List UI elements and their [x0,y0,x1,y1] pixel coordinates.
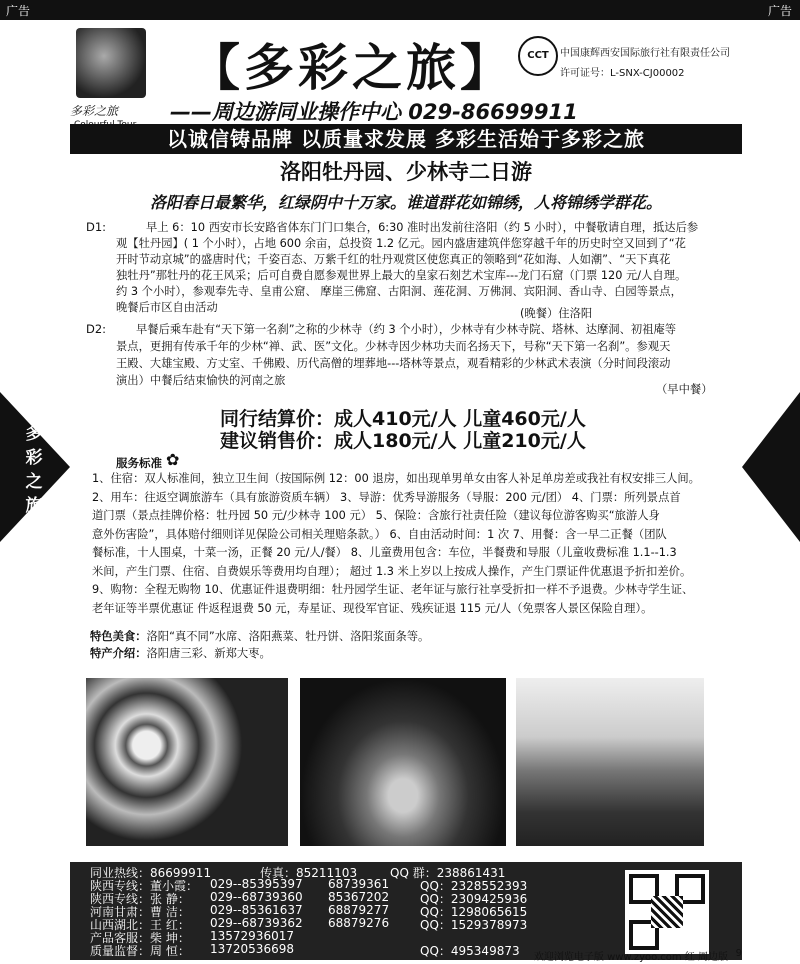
logo-image [76,28,146,98]
day2-line: 王殿、大雄宝殿、方丈室、千佛殿、历代高僧的埋葬地---塔林等景点，观看精彩的少林武术表演（分时间段滚动 [116,357,671,370]
route-subtitle: 洛阳春日最繁华，红绿阴中十万家。谁道群花如锦绣，人将锦绣学群花。 [149,193,662,212]
suggested-price: 建议销售价：成人180元/人 儿童210元/人 [220,430,586,452]
footer-text: 欢迎浏览电子版 www.zyoo.com 红 周边版 [533,952,728,963]
day2-label: D2: [86,322,107,336]
service-line: 餐标准，十人围桌，十菜一汤，正餐 20 元/人/餐） 8、儿童费用包含：车位，半餐费和导服（儿童收费标准 1.1--1.3 [92,546,677,559]
day1-line: 早上 6：10 西安市长安路省体东门门口集合，6:30 准时出发前往洛阳（约 5 小时），中餐敬请自理，抵达后参 [146,221,699,234]
service-list [92,470,732,618]
features [90,628,429,662]
contact-panel: 同业热线：86699911 传真：85211103 QQ 群：238861431 陕西专线：董小霞： 029--85395397 68739361 QQ：2328552393 陕西专线：张 静： 029--68739360 85367202 QQ：2309425936 河南甘肃：曹 洁： 029--85361637 68879277 QQ：1298065615 山西湖北：王 红： 029--68739362 68879276 QQ：1529378973 产品客服：柴 坤： 13572936017 质量监督：周 恒： 13720536698 QQ：495349873 [70,862,742,960]
day2-meals: （早中餐） [656,383,713,396]
footer [0,944,800,964]
top-bar [0,0,800,20]
slogan-banner: 以诚信铸品牌 以质量求发展 多彩生活始于多彩之旅 [70,124,742,154]
service-line: 老年证等半票优惠证 件返程退费 50 元，寿星证、现役军官证、残疾证退 115 元/人（免票客人景区保险自理）。 [92,601,653,615]
day1-line: 约 3 个小时），参观奉先寺、皇甫公窟、 摩崖三佛窟、古阳洞、莲花洞、万佛洞、宾阳洞、香山寺、白园等景点， [116,285,682,298]
longmen-grottoes-photo [300,678,506,846]
ad-label-left: 广告 [6,4,31,18]
license-number: 许可证号：L-SNX-CJ00002 [560,68,685,79]
page-number: 9 [735,948,742,959]
product-label: 特产介绍： [90,647,147,660]
service-line: 道门票（景点挂牌价格：牡丹园 50 元/少林寺 100 元） 5、保险：含旅行社责任险（建议每位游客购买“旅游人身 [92,509,660,522]
service-line: 米间，产生门票、住宿、自费娱乐等费用均自理）； 超过 1.3 米上岁以上按成人操作，产生门票证件优惠退予折扣差价。 [92,564,692,578]
food-text: 洛阳“真不同”水席、洛阳燕菜、牡丹饼、洛阳浆面条等。 [146,630,430,643]
brand-title: 【多彩之旅】 [190,39,514,97]
day2-line: 景点，更拥有传承千年的少林“禅、武、医”文化。少林寺因少林功夫而名扬天下，号称“天下第一名刹”。参观天 [116,340,671,353]
day1-label: D1: [86,220,107,234]
settlement-price: 同行结算价：成人410元/人 儿童460元/人 [220,408,586,430]
day1-line: 观【牡丹园】( 1 个小时），占地 600 余亩，总投资 1.2 亿元。园内盛唐建筑伴您穿越千年的历史时空又回到了“花 [116,237,686,250]
logo-cn: 多彩之旅 [70,104,119,118]
service-line: 意外伤害险”，具体赔付细则详见保险公司相关理赔条款。） 6、自由活动时间：1 次 7、用餐：含一早二正餐（团队 [92,527,667,541]
route-title: 洛阳牡丹园、少林寺二日游 [280,160,532,184]
ad-label-right: 广告 [767,4,792,18]
food-label: 特色美食： [90,630,147,643]
pagoda-forest-photo [516,678,704,846]
day2-line: 演出）中餐后结束愉快的河南之旅 [116,374,286,387]
cct-logo-icon: CCT [518,36,558,76]
day1-line: 独牡丹”那牡丹的花王风采；后可自费自愿参观世界上最大的皇家石刻艺术宝库---龙门石窟（门票 120 元/人自理。 [116,269,687,282]
day1-line: 晚餐后市区自由活动 [116,301,218,314]
service-line: 9、购物：全程无购物 10、优惠证件退费明细：牡丹园学生证、老年证与旅行社享受折扣一样不予退费。少林寺学生证、 [92,583,694,596]
service-line: 1、住宿：双人标准间，独立卫生间（按国际例 12：00 退房，如出现单男单女由客人补足单房差或我社有权安排三人间。 [92,472,700,485]
brand-subtitle: ——周边游同业操作中心 029-86699911 [170,100,578,124]
service-standard-label: 服务标准 [116,456,162,470]
qr-code-icon[interactable] [625,870,709,954]
peony-photo [86,678,288,846]
flower-icon: ✿ [166,450,180,469]
service-line: 2、用车：往返空调旅游车（具有旅游资质车辆） 3、导游：优秀导游服务（导服：200 元/团） 4、门票：所列景点首 [92,490,681,504]
side-tab-right [742,392,800,542]
company-name: 中国康辉西安国际旅行社有限责任公司 [560,48,730,59]
day1-meals: (晚餐）住洛阳 [520,307,593,320]
side-label: 多彩之旅 [25,424,43,516]
side-tab-left [0,392,70,542]
product-text: 洛阳唐三彩、新郑大枣。 [146,647,271,660]
day2-line: 早餐后乘车赴有“天下第一名刹”之称的少林寺（约 3 个小时），少林寺有少林寺院、塔林、达摩洞、初祖庵等 [136,323,677,336]
day1-line: 开时节动京城”的盛唐时代；千姿百态、万紫千红的牡丹观赏区使您真正的领略到“花如海、人如潮”、“天下真花 [116,253,671,266]
